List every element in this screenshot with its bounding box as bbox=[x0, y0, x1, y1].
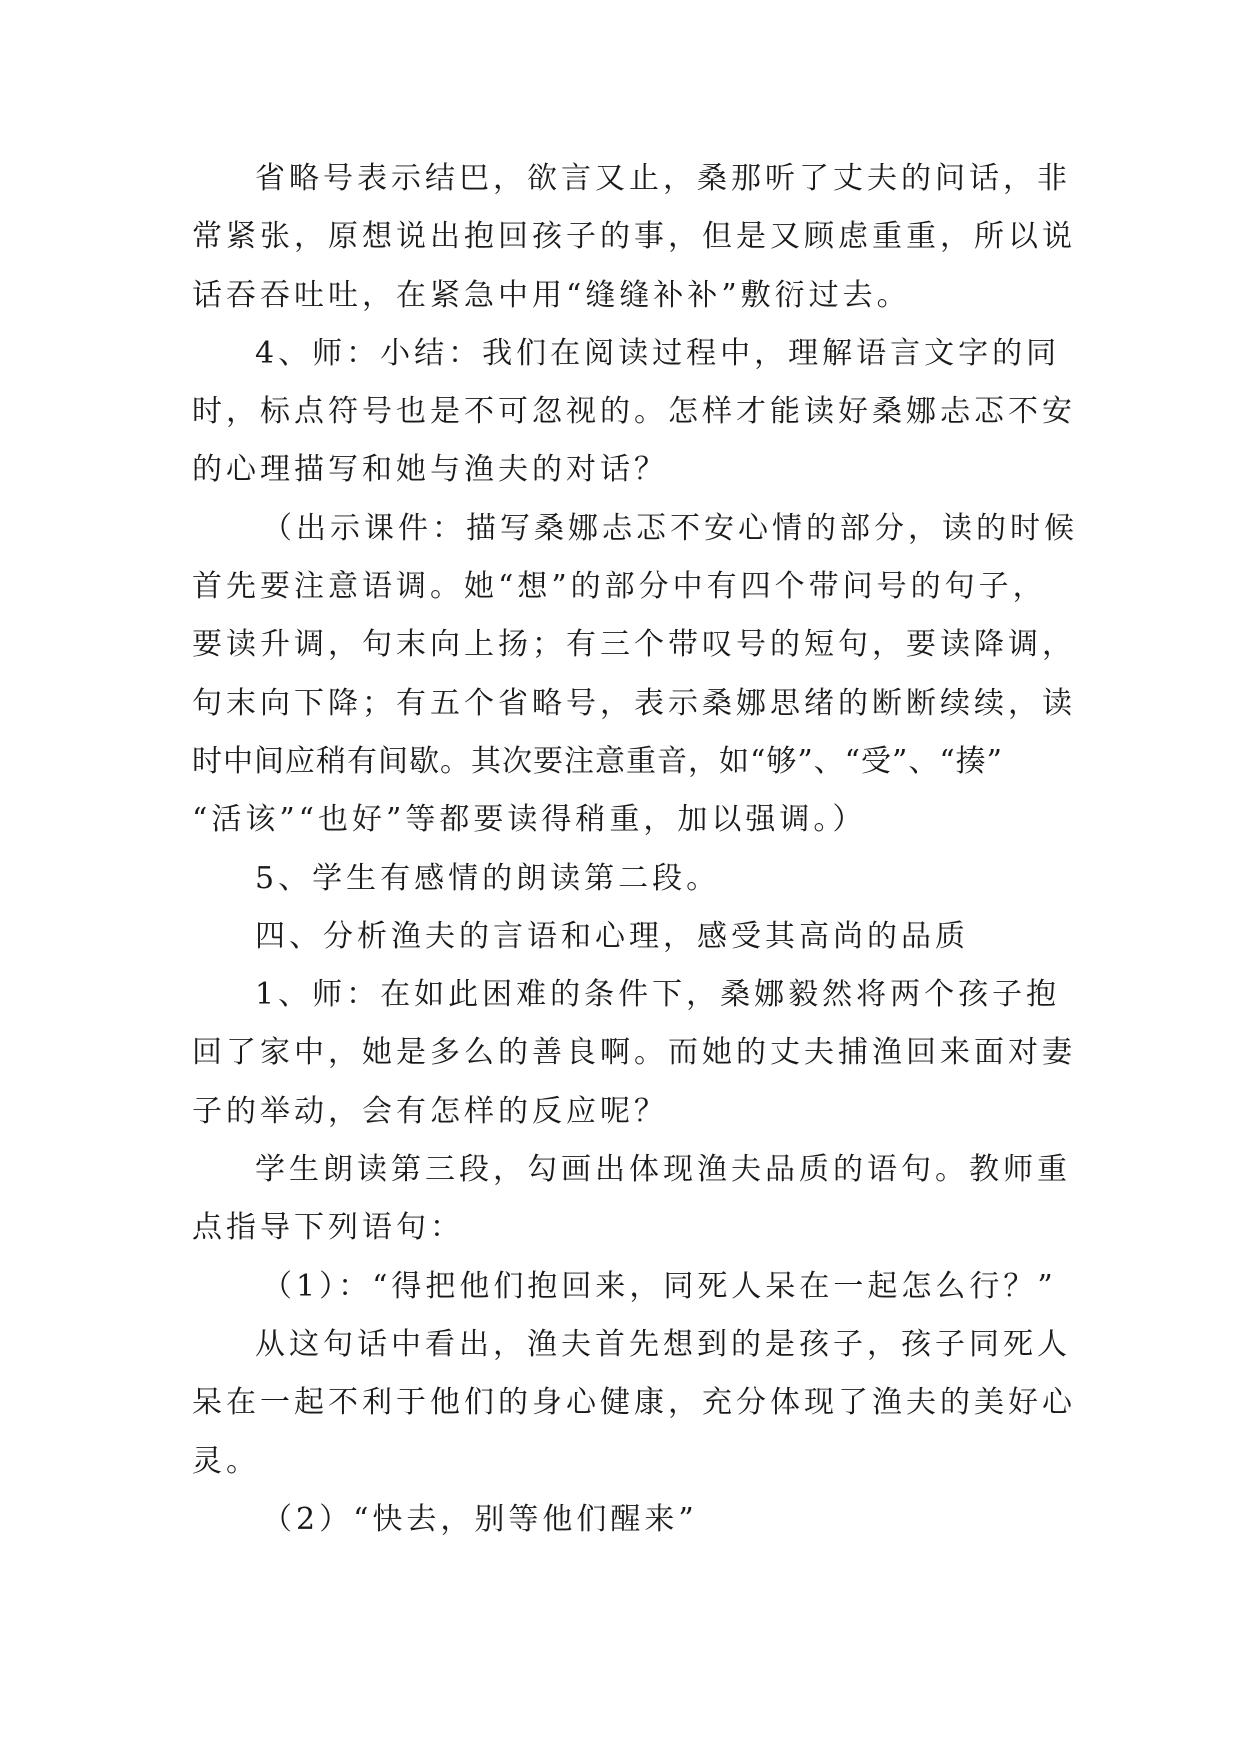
paragraph-line: 学生朗读第三段，勾画出体现渔夫品质的语句。教师重 bbox=[255, 1152, 1071, 1188]
paragraph-line: 常紧张，原想说出抱回孩子的事，但是又顾虑重重，所以说 bbox=[192, 219, 1076, 255]
paragraph-line: 4、师：小结：我们在阅读过程中，理解语言文字的同 bbox=[255, 335, 1061, 371]
paragraph-line: （出示课件：描写桑娜忐忑不安心情的部分，读的时候 bbox=[262, 510, 1078, 546]
quote-line: （1）：“得把他们抱回来，同死人呆在一起怎么行？” bbox=[262, 1268, 1057, 1304]
paragraph-line: 首先要注意语调。她“想”的部分中有四个带问号的句子， bbox=[192, 569, 1047, 605]
paragraph-line: 要读升调，句末向上扬；有三个带叹号的短句，要读降调， bbox=[192, 627, 1076, 663]
quote-line: （2）“快去，别等他们醒来” bbox=[262, 1501, 698, 1537]
paragraph-line: 话吞吞吐吐，在紧急中用“缝缝补补”敷衍过去。 bbox=[192, 277, 911, 313]
paragraph-line: “活该”“也好”等都要读得稍重，加以强调。） bbox=[192, 802, 867, 838]
paragraph-line: 省略号表示结巴，欲言又止，桑那听了丈夫的问话，非 bbox=[255, 161, 1071, 196]
paragraph-line: 时，标点符号也是不可忽视的。怎样才能读好桑娜忐忑不安 bbox=[192, 394, 1076, 430]
body-text bbox=[192, 150, 1078, 1549]
section-heading: 四、分析渔夫的言语和心理，感受其高尚的品质 bbox=[255, 918, 969, 954]
paragraph-line: 子的举动，会有怎样的反应呢？ bbox=[192, 1093, 668, 1129]
paragraph-line: 句末向下降；有五个省略号，表示桑娜思绪的断断续续，读 bbox=[192, 685, 1076, 721]
paragraph-line: 的心理描写和她与渔夫的对话？ bbox=[192, 452, 668, 488]
paragraph-line: 从这句话中看出，渔夫首先想到的是孩子，孩子同死人 bbox=[255, 1326, 1071, 1362]
paragraph-line: 回了家中，她是多么的善良啊。而她的丈夫捕渔回来面对妻 bbox=[192, 1035, 1076, 1071]
paragraph-line: 呆在一起不利于他们的身心健康，充分体现了渔夫的美好心 bbox=[192, 1385, 1076, 1421]
paragraph-line: 时中间应稍有间歇。其次要注意重音，如“够”、“受”、“揍” bbox=[192, 743, 1004, 779]
paragraph-line: 1、师：在如此困难的条件下，桑娜毅然将两个孩子抱 bbox=[255, 977, 1061, 1013]
paragraph-line: 点指导下列语句： bbox=[192, 1210, 464, 1246]
paragraph-line: 5、学生有感情的朗读第二段。 bbox=[255, 860, 721, 896]
paragraph-line: 灵。 bbox=[192, 1443, 260, 1479]
